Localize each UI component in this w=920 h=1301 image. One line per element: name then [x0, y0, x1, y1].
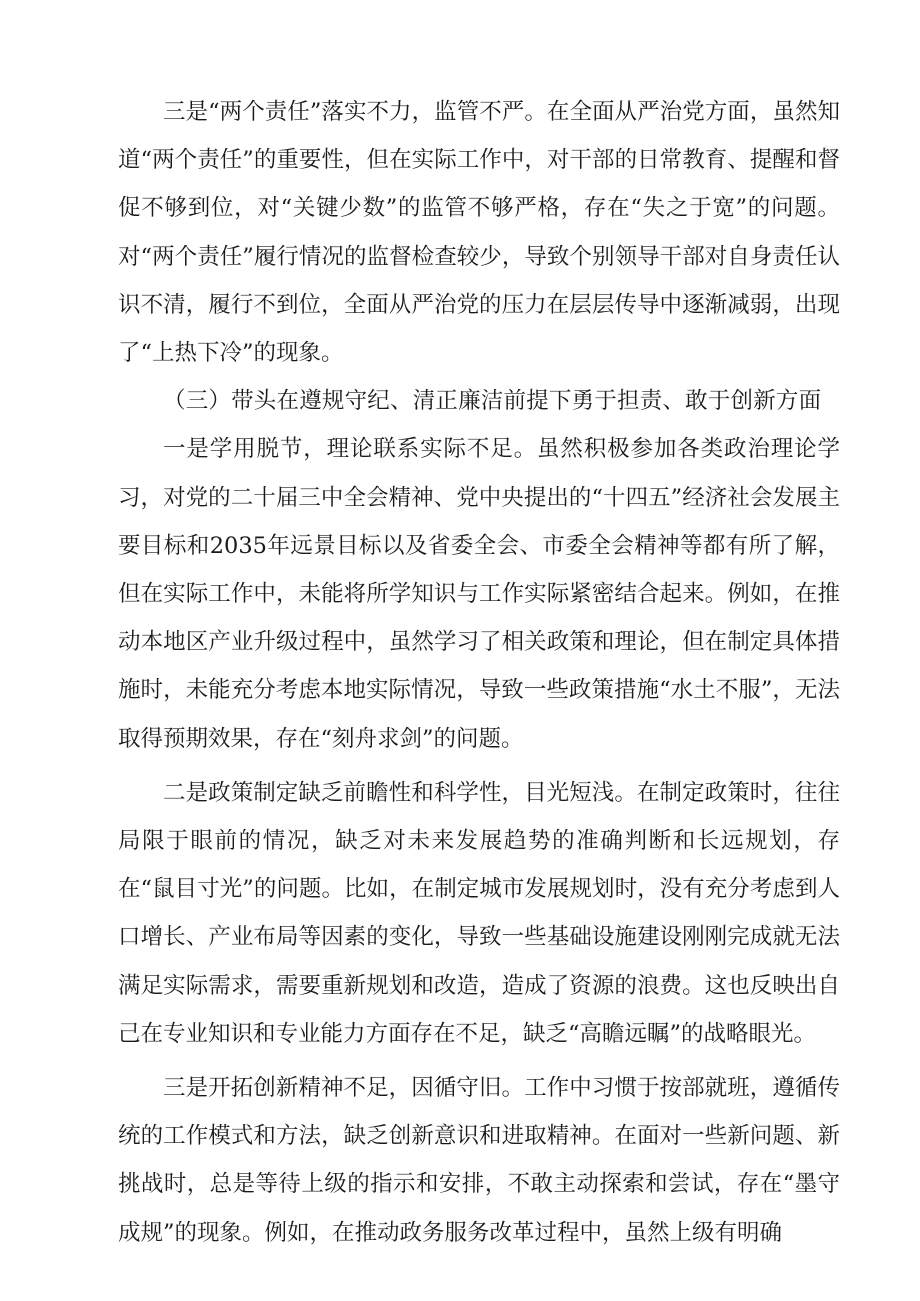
- paragraph-policy-foresight: 二是政策制定缺乏前瞻性和科学性，目光短浅。在制定政策时，往往局限于眼前的情况，缺乏对未来发展趋势的准确判断和长远规划，存在“鼠目寸光”的问题。比如，在制定城市发展规划时，没有充分考虑到人口增长、产业布局等因素的变化，导致一些基础设施建设刚刚完成就无法满足实际需求，需要重新规划和改造，造成了资源的浪费。这也反映出自己在专业知识和专业能力方面存在不足，缺乏“高瞻远瞩”的战略眼光。: [118, 779, 840, 1047]
- paragraph-two-responsibilities: 三是“两个责任”落实不力，监管不严。在全面从严治党方面，虽然知道“两个责任”的重要性，但在实际工作中，对干部的日常教育、提醒和督促不够到位，对“关键少数”的监管不够严格，存在“失之于宽”的问题。对“两个责任”履行情况的监督检查较少，导致个别领导干部对自身责任认识不清，履行不到位，全面从严治党的压力在层层传导中逐渐减弱，出现了“上热下冷”的现象。: [118, 99, 840, 367]
- section-heading-three: （三）带头在遵规守纪、清正廉洁前提下勇于担责、敢于创新方面: [163, 388, 822, 415]
- paragraph-innovation-spirit: 三是开拓创新精神不足，因循守旧。工作中习惯于按部就班，遵循传统的工作模式和方法，缺乏创新意识和进取精神。在面对一些新问题、新挑战时，总是等待上级的指示和安排，不敢主动探索和尝试，存在“墨守成规”的现象。例如，在推动政务服务改革过程中，虽然上级有明确: [118, 1075, 840, 1246]
- document-body: [118, 88, 840, 1257]
- paragraph-theory-practice: 一是学用脱节，理论联系实际不足。虽然积极参加各类政治理论学习，对党的二十届三中全会精神、党中央提出的“十四五”经济社会发展主要目标和2035年远景目标以及省委全会、市委全会精神等都有所了解，但在实际工作中，未能将所学知识与工作实际紧密结合起来。例如，在推动本地区产业升级过程中，虽然学习了相关政策和理论，但在制定具体措施时，未能充分考虑本地实际情况，导致一些政策措施“水土不服”，无法取得预期效果，存在“刻舟求剑”的问题。: [118, 436, 840, 752]
